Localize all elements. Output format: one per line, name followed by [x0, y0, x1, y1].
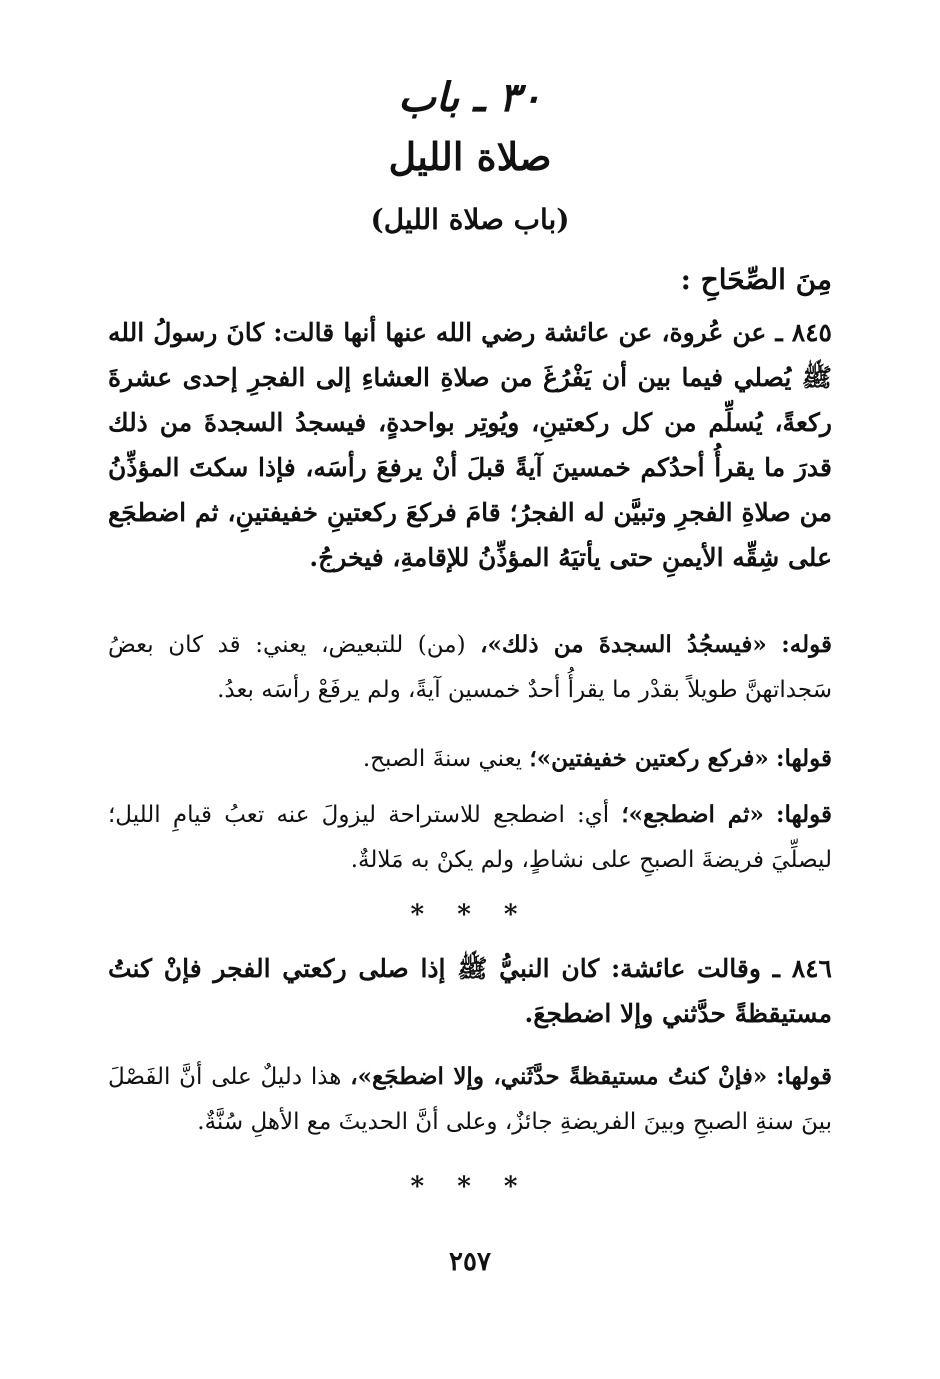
commentary-4-quote: «فإنْ كنتُ مستيقظةً حدَّثَني، وإلا اضطجَع»، — [350, 1063, 768, 1090]
chapter-title: صلاة الليل — [388, 134, 552, 179]
commentary-3-lead: قولها: — [776, 801, 833, 828]
section-separator: * * * — [410, 1172, 530, 1202]
page-number: ٢٥٧ — [449, 1247, 491, 1277]
hadith-845: ٨٤٥ ـ عن عُروة، عن عائشة رضي الله عنها أنها قالت: كانَ رسولُ الله ﷺ يُصلي فيما بين أن يَفْرُغَ من صلاةِ العشاءِ إلى الفجرِ إحدى عشرةَ ركعةً، يُسلِّم من كل ركعتينِ، ويُوتِر بواحدةٍ، فيسجدُ السجدةَ من ذلك قدرَ ما يقرأُ أحدُكم خمسينَ آيةً قبلَ أنْ يرفعَ رأسَه، فإذا سكتَ المؤذِّنُ من صلاةِ الفجرِ وتبيَّن له الفجرُ؛ قامَ فركعَ ركعتينِ خفيفتينِ، ثم اضطجَع على شِقِّه الأيمنِ حتى يأتيَهُ المؤذِّنُ للإقامةِ، فيخرجُ. — [108, 318, 832, 572]
commentary-3-quote: «ثم اضطجع»؛ — [621, 801, 764, 828]
commentary-1-text: (من) للتبعيض، يعني: قد كان بعضُ سَجداتهنَّ طويلاً بقدْر ما يقرأُ أحدٌ خمسين آيةً، ولم يرفَعْ رأسَه بعدُ. — [108, 632, 832, 703]
chapter-subtitle: (باب صلاة الليل) — [370, 203, 570, 236]
commentary-1 — [108, 622, 832, 713]
commentary-2-quote: «فركع ركعتين خفيفتين»؛ — [529, 745, 769, 772]
commentary-4-text: هذا دليلٌ على أنَّ الفَصْلَ بينَ سنةِ الصبحِ وبينَ الفريضةِ جائزٌ، وعلى أنَّ الحديثَ مع الأهلِ سُنَّةٌ. — [108, 1064, 832, 1135]
commentary-4-lead: قولها: — [776, 1063, 833, 1090]
hadith-846: ٨٤٦ ـ وقالت عائشة: كان النبيُّ ﷺ إذا صلى ركعتي الفجر فإنْ كنتُ مستيقظةً حدَّثني وإلا اضطجعَ. — [108, 954, 832, 1028]
chapter-number: ٣٠ ـ باب — [398, 74, 542, 121]
commentary-3 — [108, 792, 832, 883]
section-heading: مِنَ الصِّحَاحِ : — [680, 263, 832, 296]
commentary-3-text: أي: اضطجع للاستراحة ليزولَ عنه تعبُ قيامِ الليل؛ ليصلِّيَ فريضةَ الصبحِ على نشاطٍ، ولم يكنْ به مَلالةٌ. — [108, 802, 832, 873]
commentary-1-quote: «فيسجُدُ السجدةَ من ذلك»، — [480, 631, 767, 658]
commentary-4 — [108, 1054, 832, 1145]
commentary-1-lead: قوله: — [781, 631, 832, 658]
commentary-2-text: يعني سنةَ الصبح. — [362, 746, 523, 772]
section-separator: * * * — [410, 900, 530, 930]
commentary-2-lead: قولها: — [776, 745, 832, 772]
commentary-2 — [108, 736, 832, 782]
